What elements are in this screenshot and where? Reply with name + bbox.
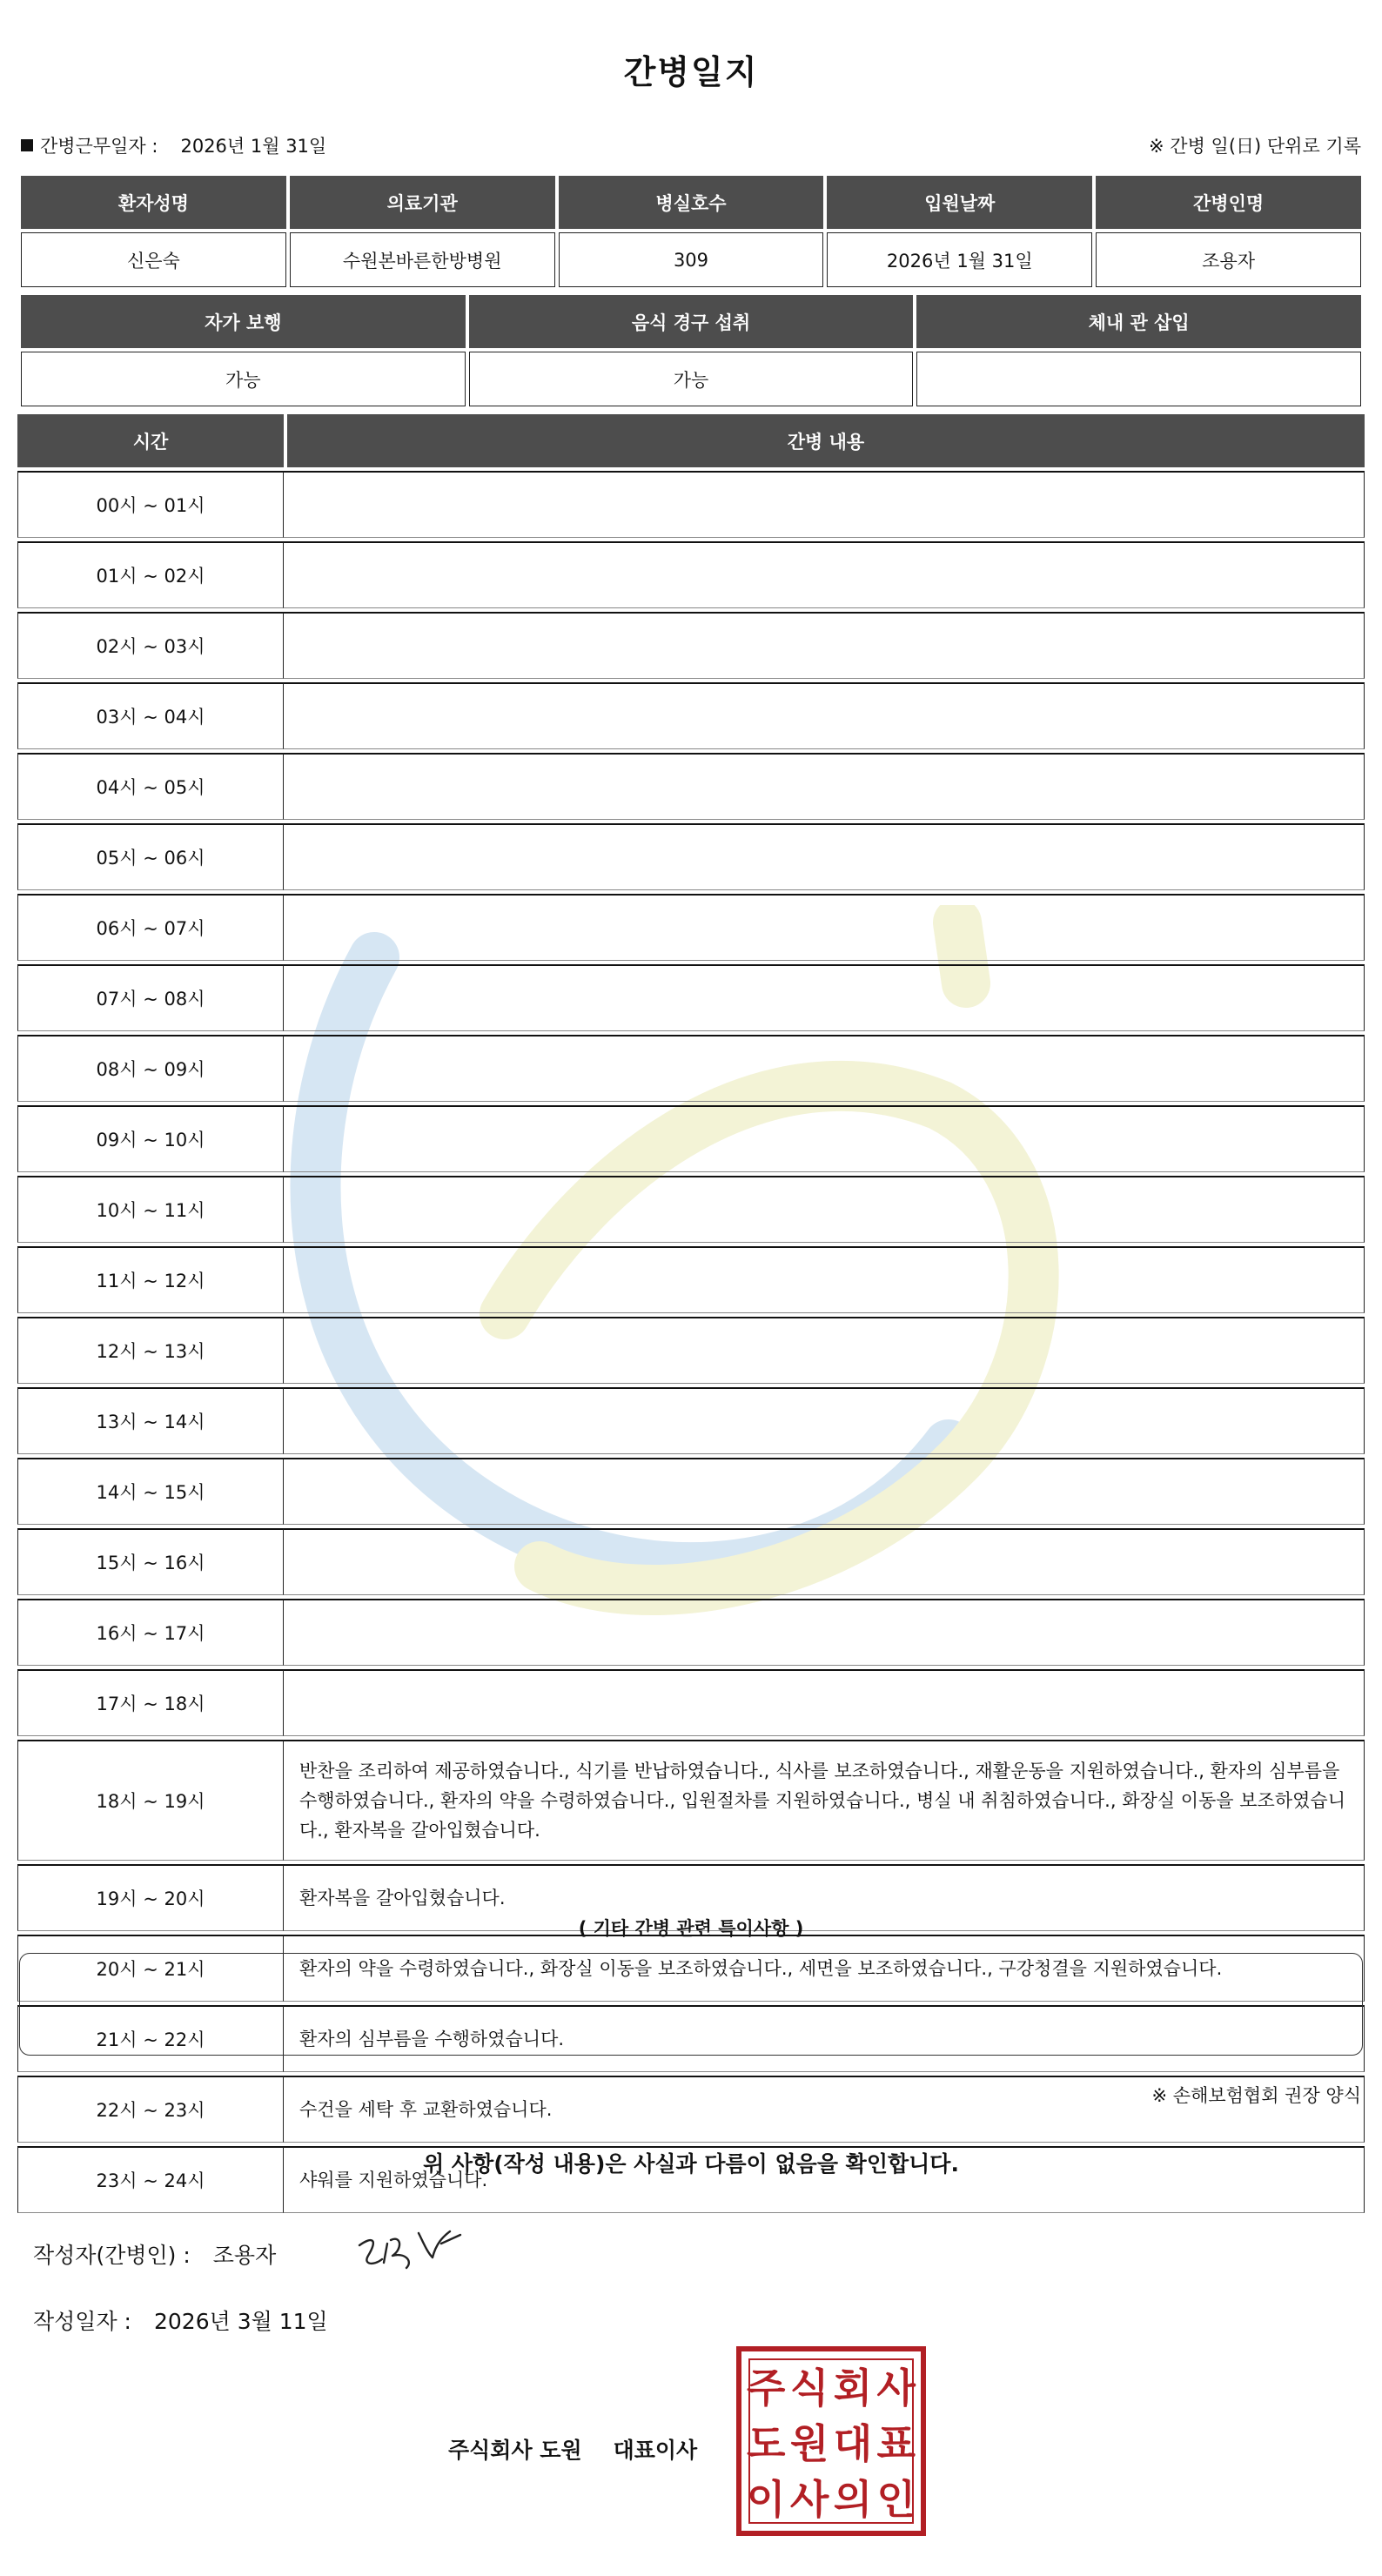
- seal-character: 회: [833, 2365, 873, 2412]
- care-content: [284, 682, 1365, 749]
- care-content: 수건을 세탁 후 교환하였습니다.: [284, 2076, 1365, 2143]
- seal-character: 식: [789, 2365, 829, 2412]
- time-slot: 16시 ~ 17시: [17, 1599, 284, 1666]
- seal-character: 표: [876, 2420, 916, 2467]
- company-name: 주식회사 도원: [448, 2438, 582, 2463]
- unit-note: ※ 간병 일(日) 단위로 기록: [1149, 136, 1361, 157]
- header-admission-date: 입원날짜: [827, 176, 1092, 229]
- time-slot: 03시 ~ 04시: [17, 682, 284, 749]
- time-slot: 10시 ~ 11시: [17, 1176, 284, 1243]
- header-caregiver: 간병인명: [1096, 176, 1361, 229]
- written-date: 2026년 3월 11일: [153, 2309, 328, 2334]
- table-row: [17, 964, 1365, 1031]
- table-row: [17, 1317, 1365, 1384]
- table-row: [17, 1528, 1365, 1595]
- square-bullet-icon: [21, 139, 33, 151]
- seal-row: [747, 2360, 916, 2416]
- care-content: 반찬을 조리하여 제공하였습니다., 식기를 반납하였습니다., 식사를 보조하였습니다., 재활운동을 지원하였습니다., 환자의 심부름을 수행하였습니다., 환자의 약을 수령하였습니다., 입원절차를 지원하였습니다., 병실 내 취침하였습니다., 화장실 이동을 보조하였습니다., 환자복을 갈아입혔습니다.: [284, 1740, 1365, 1861]
- table-row: [17, 471, 1365, 538]
- special-notes-box: [19, 1953, 1363, 2056]
- special-notes-heading: ( 기타 간병 관련 특이사항 ): [578, 1918, 804, 1939]
- confirmation-statement: 위 사항(작성 내용)은 사실과 다름이 없음을 확인합니다.: [423, 2151, 959, 2177]
- care-content: [284, 1599, 1365, 1666]
- care-content: 환자의 심부름을 수행하였습니다.: [284, 2005, 1365, 2072]
- seal-row: [747, 2416, 916, 2472]
- time-slot: 12시 ~ 13시: [17, 1317, 284, 1384]
- header-self-walking: 자가 보행: [21, 295, 466, 348]
- care-content: 환자복을 갈아입혔습니다.: [284, 1864, 1365, 1931]
- seal-character: 원: [789, 2420, 829, 2467]
- header-tube-insertion: 체내 관 삽입: [916, 295, 1361, 348]
- time-slot: 13시 ~ 14시: [17, 1387, 284, 1454]
- care-content: [284, 1246, 1365, 1313]
- seal-character: 사: [789, 2476, 829, 2523]
- care-content: [284, 612, 1365, 679]
- table-row: [17, 682, 1365, 749]
- header-institution: 의료기관: [290, 176, 555, 229]
- company-seal: [736, 2346, 926, 2536]
- institution: 수원본바른한방병원: [290, 232, 555, 287]
- time-slot: 11시 ~ 12시: [17, 1246, 284, 1313]
- time-slot: 17시 ~ 18시: [17, 1669, 284, 1736]
- caregiver-name: 조용자: [1096, 232, 1361, 287]
- company-line: [448, 2433, 697, 2465]
- care-log-body: [17, 471, 1365, 2213]
- table-row: [17, 1458, 1365, 1525]
- handwritten-signature: [352, 2217, 483, 2278]
- care-content: [284, 964, 1365, 1031]
- care-content: [284, 823, 1365, 890]
- seal-character: 사: [876, 2365, 916, 2412]
- care-content: [284, 471, 1365, 538]
- time-slot: 22시 ~ 23시: [17, 2076, 284, 2143]
- seal-character: 주: [747, 2365, 786, 2412]
- time-slot: 09시 ~ 10시: [17, 1105, 284, 1172]
- header-room: 병실호수: [559, 176, 824, 229]
- oral-intake: 가능: [469, 352, 914, 406]
- seal-character: 도: [747, 2420, 786, 2467]
- room-number: 309: [559, 232, 824, 287]
- time-slot: 00시 ~ 01시: [17, 471, 284, 538]
- self-walking: 가능: [21, 352, 466, 406]
- writer-label: 작성자(간병인) :: [33, 2243, 191, 2268]
- admission-date: 2026년 1월 31일: [827, 232, 1092, 287]
- time-slot: 19시 ~ 20시: [17, 1864, 284, 1931]
- work-date-value: 2026년 1월 31일: [180, 136, 327, 157]
- table-row: [17, 1387, 1365, 1454]
- work-date: [21, 132, 326, 158]
- care-content: [284, 1458, 1365, 1525]
- table-row: [17, 1035, 1365, 1102]
- care-content: 샤워를 지원하였습니다.: [284, 2146, 1365, 2213]
- table-row: [17, 753, 1365, 820]
- ability-table: [17, 292, 1365, 410]
- seal-character: 인: [876, 2476, 916, 2523]
- writer-name: 조용자: [212, 2243, 277, 2268]
- seal-character: 대: [833, 2420, 873, 2467]
- seal-row: [747, 2472, 916, 2527]
- recommended-form-note: ※ 손해보험협회 권장 양식: [1151, 2085, 1361, 2106]
- care-content: [284, 1528, 1365, 1595]
- time-slot: 02시 ~ 03시: [17, 612, 284, 679]
- care-log-table: [17, 411, 1365, 2217]
- representative-title: 대표이사: [613, 2438, 698, 2463]
- care-content: [284, 1105, 1365, 1172]
- time-slot: 07시 ~ 08시: [17, 964, 284, 1031]
- writer-line: [33, 2238, 276, 2270]
- time-slot: 05시 ~ 06시: [17, 823, 284, 890]
- table-row: [17, 1105, 1365, 1172]
- patient-info-table: [17, 172, 1365, 291]
- care-content: [284, 1669, 1365, 1736]
- document-title: 간병일지: [623, 53, 759, 91]
- header-oral-intake: 음식 경구 섭취: [469, 295, 914, 348]
- care-content: [284, 541, 1365, 608]
- care-content: [284, 1317, 1365, 1384]
- time-slot: 06시 ~ 07시: [17, 894, 284, 961]
- table-row: [17, 823, 1365, 890]
- table-row: [17, 1740, 1365, 1861]
- header-patient-name: 환자성명: [21, 176, 286, 229]
- time-slot: 21시 ~ 22시: [17, 2005, 284, 2072]
- seal-character: 의: [833, 2476, 873, 2523]
- care-content: [284, 753, 1365, 820]
- time-slot: 04시 ~ 05시: [17, 753, 284, 820]
- written-date-line: [33, 2304, 328, 2336]
- time-slot: 20시 ~ 21시: [17, 1935, 284, 2002]
- header-time: 시간: [17, 414, 284, 467]
- table-row: [17, 541, 1365, 608]
- table-row: [17, 612, 1365, 679]
- time-slot: 18시 ~ 19시: [17, 1740, 284, 1861]
- table-row: [17, 1176, 1365, 1243]
- care-content: 환자의 약을 수령하였습니다., 화장실 이동을 보조하였습니다., 세면을 보조하였습니다., 구강청결을 지원하였습니다.: [284, 1935, 1365, 2002]
- time-slot: 23시 ~ 24시: [17, 2146, 284, 2213]
- care-content: [284, 1387, 1365, 1454]
- patient-name: 신은숙: [21, 232, 286, 287]
- tube-insertion: [916, 352, 1361, 406]
- table-row: [17, 1669, 1365, 1736]
- work-date-label: 간병근무일자 :: [40, 136, 158, 157]
- time-slot: 15시 ~ 16시: [17, 1528, 284, 1595]
- table-row: [17, 1599, 1365, 1666]
- header-care-content: 간병 내용: [284, 414, 1365, 467]
- care-content: [284, 1035, 1365, 1102]
- table-row: [17, 894, 1365, 961]
- written-date-label: 작성일자 :: [33, 2309, 131, 2334]
- seal-character: 이: [747, 2476, 786, 2523]
- time-slot: 01시 ~ 02시: [17, 541, 284, 608]
- table-row: [17, 1246, 1365, 1313]
- care-content: [284, 894, 1365, 961]
- care-content: [284, 1176, 1365, 1243]
- time-slot: 14시 ~ 15시: [17, 1458, 284, 1525]
- time-slot: 08시 ~ 09시: [17, 1035, 284, 1102]
